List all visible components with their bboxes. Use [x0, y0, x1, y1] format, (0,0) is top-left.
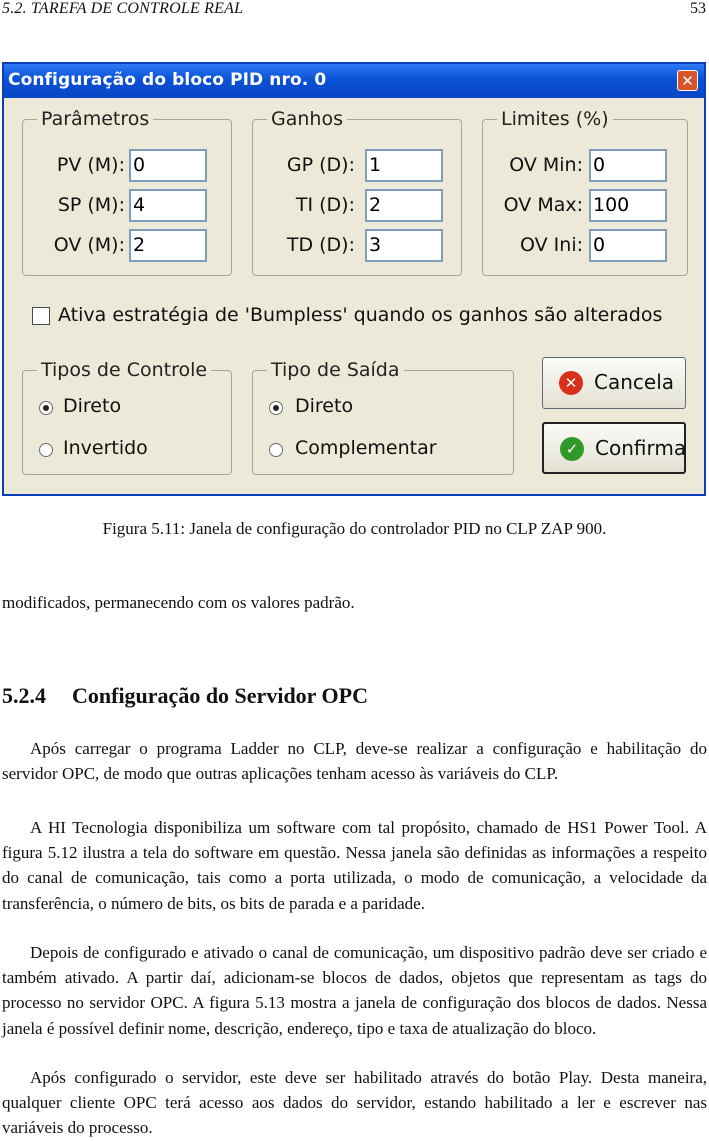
paragraph-1: Após carregar o programa Ladder no CLP, deve-se realizar a configuração e habilitação do servidor OPC, de modo que outras aplicações tenham acesso às variáveis do CLP. — [2, 739, 707, 784]
bumpless-label: Ativa estratégia de 'Bumpless' quando os ganhos são alterados — [58, 304, 663, 326]
radio-controle-invertido[interactable] — [39, 443, 53, 457]
group-parametros — [22, 108, 232, 276]
dialog-title: Configuração do bloco PID nro. 0 — [8, 70, 327, 90]
confirm-button[interactable] — [542, 422, 686, 474]
cancel-icon: ✕ — [559, 371, 583, 395]
radio-saida-direto[interactable] — [269, 401, 283, 415]
ov-ini-field[interactable]: 0 — [589, 229, 667, 262]
td-field[interactable]: 3 — [365, 229, 443, 262]
group-ganhos — [252, 108, 462, 276]
ov-min-field[interactable]: 0 — [589, 149, 667, 182]
gp-field[interactable]: 1 — [365, 149, 443, 182]
paragraph-3: Depois de configurado e ativado o canal de comunicação, um dispositivo padrão deve ser criado e também ativado. A partir daí, adicionam-se blocos de dados, objetos que representam as tags do processo no servidor OPC. A figura 5.13 mostra a janela de configuração dos blocos de dados. Nessa janela é possível definir nome, descrição, endereço, tipo e taxa de atualização do bloco. — [2, 943, 707, 1038]
group-tipo-saida-legend: Tipo de Saída — [267, 359, 404, 381]
td-label: TD (D): — [286, 234, 355, 256]
ti-field[interactable]: 2 — [365, 189, 443, 222]
ov-max-label: OV Max: — [503, 194, 583, 216]
confirm-button-label: Confirma — [595, 436, 687, 460]
ov-min-label: OV Min: — [509, 154, 583, 176]
paragraph-4: Após configurado o servidor, este deve ser habilitado através do botão Play. Desta maneira, qualquer cliente OPC terá acesso aos dados do servidor, estando habilitado a ler e escrever nas variáveis do processo. — [2, 1068, 707, 1138]
group-tipos-controle-legend: Tipos de Controle — [37, 359, 211, 381]
radio-saida-complementar[interactable] — [269, 443, 283, 457]
group-limites — [482, 108, 688, 276]
pv-label: PV (M): — [56, 154, 125, 176]
figure-caption: Figura 5.11: Janela de configuração do controlador PID no CLP ZAP 900. — [102, 519, 607, 538]
ov-label: OV (M): — [53, 234, 125, 256]
gp-label: GP (D): — [286, 154, 355, 176]
close-icon[interactable]: ✕ — [677, 70, 698, 91]
cancel-button[interactable] — [542, 357, 686, 409]
ov-max-field[interactable]: 100 — [589, 189, 667, 222]
group-limites-legend: Limites (%) — [497, 108, 613, 130]
ov-ini-label: OV Ini: — [520, 234, 583, 256]
group-ganhos-legend: Ganhos — [267, 108, 347, 130]
group-tipo-saida — [252, 359, 514, 475]
cancel-button-label: Cancela — [594, 370, 675, 394]
section-title: Configuração do Servidor OPC — [72, 683, 368, 708]
pv-field[interactable]: 0 — [129, 149, 207, 182]
radio-saida-direto-label: Direto — [295, 395, 354, 417]
radio-controle-direto[interactable] — [39, 401, 53, 415]
radio-controle-invertido-label: Invertido — [63, 437, 148, 459]
sp-label: SP (M): — [57, 194, 125, 216]
page-number: 53 — [690, 0, 706, 17]
running-header-section: 5.2. TAREFA DE CONTROLE REAL — [2, 0, 244, 17]
ov-field[interactable]: 2 — [129, 229, 207, 262]
section-heading — [2, 683, 368, 709]
radio-controle-direto-label: Direto — [63, 395, 122, 417]
radio-saida-complementar-label: Complementar — [295, 437, 437, 459]
running-header — [0, 0, 709, 20]
paragraph-continuation: modificados, permanecendo com os valores padrão. — [2, 593, 355, 612]
paragraph-2: A HI Tecnologia disponibiliza um software com tal propósito, chamado de HS1 Power Tool. A figura 5.12 ilustra a tela do software em questão. Nessa janela são definidas as informações a respeito do canal de comunicação, tais como a porta utilizada, o modo de comunicação, a velocidade da transferência, o número de bits, os bits de parada e a paridade. — [2, 818, 707, 913]
confirm-icon: ✓ — [560, 437, 584, 461]
dialog-titlebar — [4, 64, 704, 98]
pid-config-dialog — [2, 62, 706, 496]
group-parametros-legend: Parâmetros — [37, 108, 153, 130]
group-tipos-controle — [22, 359, 232, 475]
section-number: 5.2.4 — [2, 683, 46, 708]
bumpless-checkbox[interactable] — [32, 307, 50, 325]
ti-label: TI (D): — [295, 194, 355, 216]
sp-field[interactable]: 4 — [129, 189, 207, 222]
